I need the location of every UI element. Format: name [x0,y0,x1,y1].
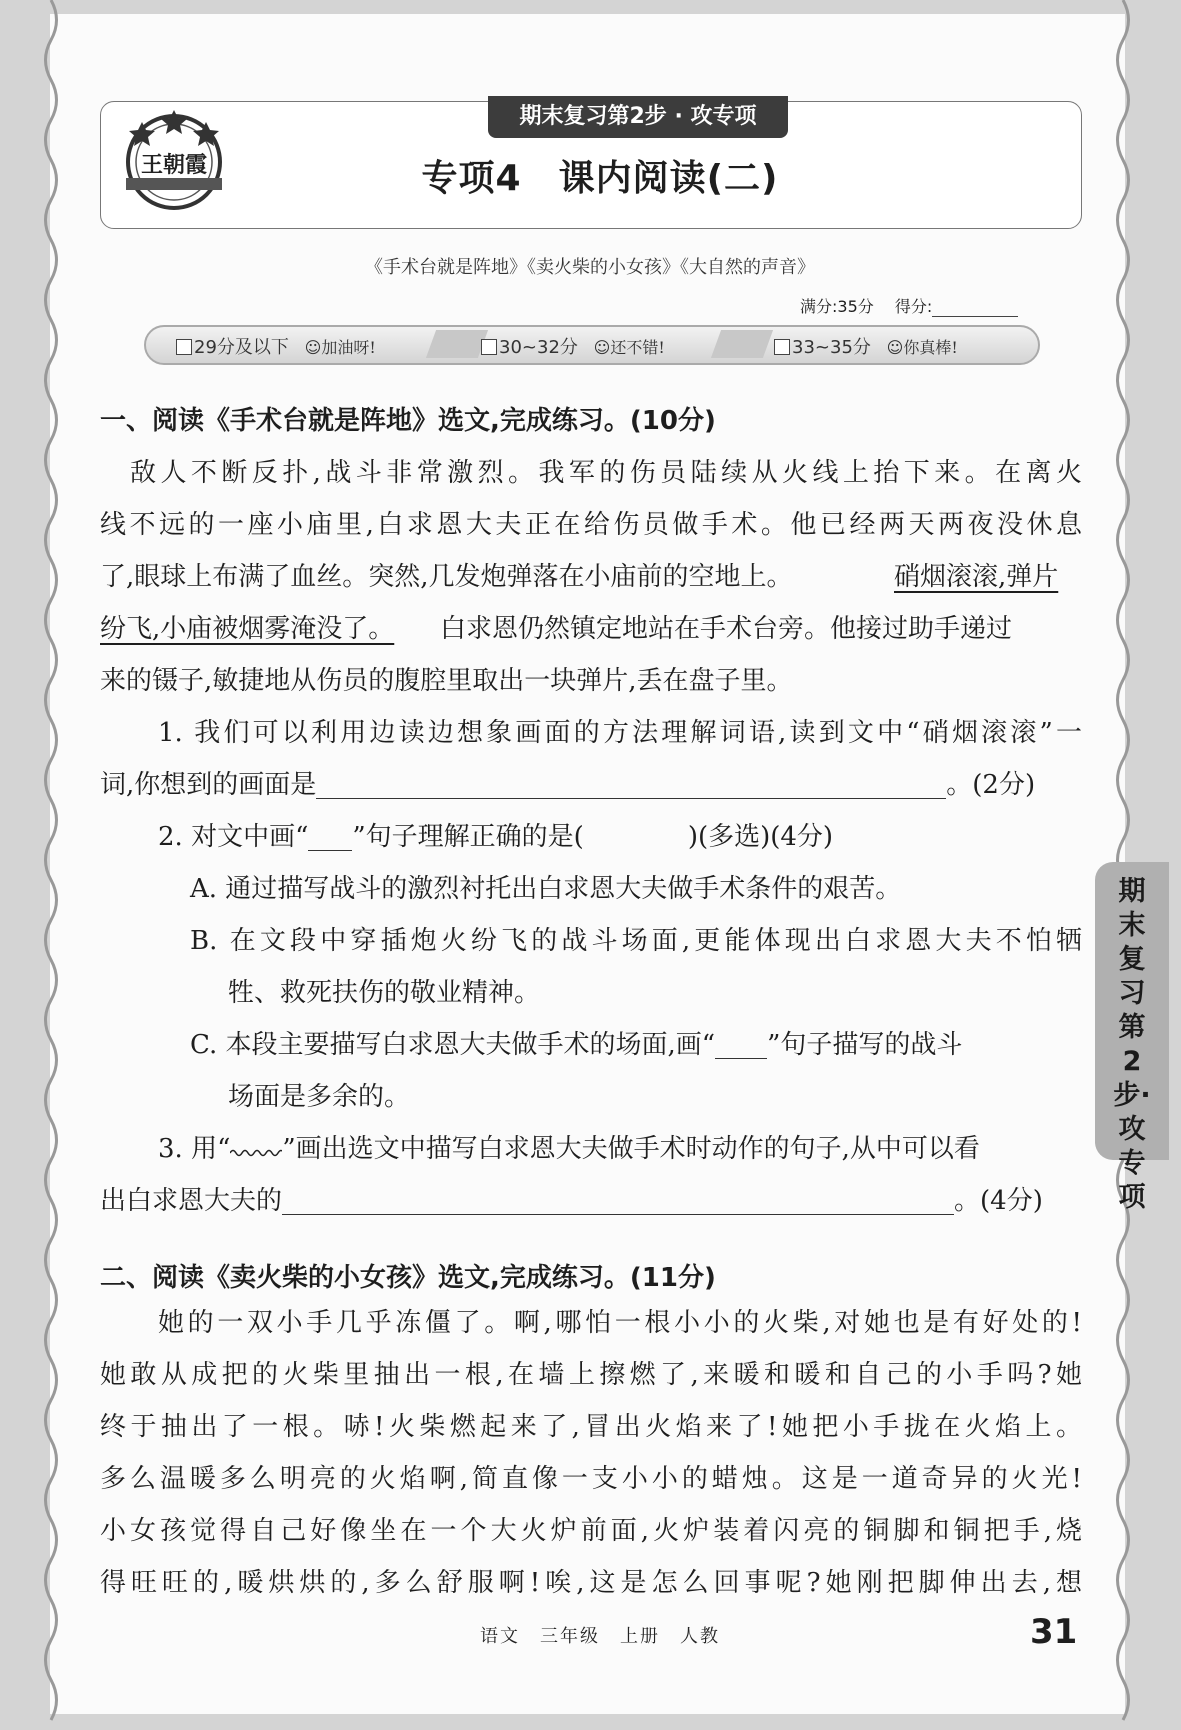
section1-title: 一、阅读《手术台就是阵地》选文,完成练习。(10分) [100,406,716,436]
question-3-text: 3. 用“ [158,1134,231,1164]
line-mark [715,1036,767,1059]
full-score-label: 满分:35分 [800,297,874,316]
passage-line: 得旺旺的,暖烘烘的,多么舒服啊!唉,这是怎么回事呢?她刚把脚伸出去,想 [100,1568,1082,1598]
rating-separator [711,330,773,358]
rating-range: 30~32分 [499,337,578,358]
passage-line: 了,眼球上布满了血丝。突然,几发炮弹落在小庙前的空地上。 [100,562,793,592]
rating-item [481,333,665,359]
question-1-cont [100,759,1035,811]
page-number: 31 [1030,1612,1078,1652]
banner-step: 期末复习第2步 · 攻专项 [488,96,788,138]
side-tab-label: 期末复习第2步·攻专项 [1113,876,1151,1213]
question-3-cont [100,1175,1043,1227]
line-mark [308,828,352,851]
passage-line: 白求恩仍然镇定地站在手术台旁。他接过助手递过 [440,614,1013,644]
smiley-icon: ☺ [304,338,322,357]
passage-line: 多么温暖多么明亮的火焰啊,简直像一支小小的蜡烛。这是一道奇异的火光! [100,1464,1082,1494]
rating-cheer: 还不错! [610,338,665,357]
passage-line: 她的一双小手几乎冻僵了。啊,哪怕一根小小的火柴,对她也是有好处的! [158,1308,1082,1338]
passage-line: 敌人不断反扑,战斗非常激烈。我军的伤员陆续从火线上抬下来。在离火 [130,458,1082,488]
passage-line: 她敢从成把的火柴里抽出一根,在墙上擦燃了,来暖和暖和自己的小手吗?她 [100,1360,1082,1390]
passage-line: 来的镊子,敏捷地从伤员的腹腔里取出一块弹片,丢在盘子里。 [100,666,793,696]
rating-range: 33~35分 [792,337,871,358]
question-3 [158,1123,980,1175]
question-2-text: 2. 对文中画“ [158,822,309,852]
rating-checkbox[interactable] [176,339,192,355]
rating-cheer: 你真棒! [903,338,958,357]
question-3-text: 出白求恩大夫的 [100,1186,283,1216]
question-1-text: 词,你想到的画面是 [100,770,317,800]
answer-blank[interactable] [282,1184,954,1215]
rating-bar [144,325,1040,365]
option-b-cont: 牲、救死扶伤的敬业精神。 [228,978,541,1008]
passage-line: 终于抽出了一根。哧!火柴燃起来了,冒出火焰来了!她把小手拢在火焰上。 [100,1412,1082,1442]
subtitle-texts: 《手术台就是阵地》《卖火柴的小女孩》《大自然的声音》 [365,257,815,278]
score-label: 得分: [894,297,933,316]
option-c [190,1019,962,1071]
score-line [800,294,1040,317]
rating-cheer: 加油呀! [321,338,376,357]
option-a: A. 通过描写战斗的激烈衬托出白求恩大夫做手术条件的艰苦。 [190,874,902,904]
answer-blank[interactable] [316,768,946,799]
rating-checkbox[interactable] [774,339,790,355]
section2-title: 二、阅读《卖火柴的小女孩》选文,完成练习。(11分) [100,1263,716,1293]
footer-info: 语文 三年级 上册 人教 [480,1626,720,1647]
smiley-icon: ☺ [593,338,611,357]
question-2 [158,811,833,863]
wavy-border-left [38,0,64,1730]
question-1-points: 。(2分) [946,770,1036,800]
option-b: B. 在文段中穿插炮火纷飞的战斗场面,更能体现出白求恩大夫不怕牺 [190,926,1082,956]
question-3-points: 。(4分) [954,1186,1043,1216]
question-1: 1. 我们可以利用边读边想象画面的方法理解词语,读到文中“硝烟滚滚”一 [158,718,1082,748]
score-blank[interactable] [932,298,1018,317]
passage-line: 线不远的一座小庙里,白求恩大夫正在给伤员做手术。他已经两天两夜没休息 [100,510,1083,540]
rating-item [774,333,958,359]
wavy-line-mark [230,1147,282,1159]
question-3-text: ”画出选文中描写白求恩大夫做手术时动作的句子,从中可以看 [282,1134,980,1164]
underlined-sentence: 硝烟滚滚,弹片 [894,562,1059,592]
smiley-icon: ☺ [886,338,904,357]
question-2-text: )(多选)(4分) [687,822,834,852]
underlined-sentence: 纷飞,小庙被烟雾淹没了。 [100,614,395,644]
publisher-logo [118,104,230,216]
passage-line: 小女孩觉得自己好像坐在一个大火炉前面,火炉装着闪亮的铜脚和铜把手,烧 [100,1516,1082,1546]
option-c-text: ”句子描写的战斗 [767,1030,963,1060]
rating-range: 29分及以下 [194,337,289,358]
rating-item [176,333,376,359]
svg-text:王朝霞: 王朝霞 [140,152,208,178]
rating-checkbox[interactable] [481,339,497,355]
question-2-text: ”句子理解正确的是( [352,822,584,852]
option-c-text: C. 本段主要描写白求恩大夫做手术的场面,画“ [190,1030,716,1060]
page-title: 专项4 课内阅读(二) [421,158,779,199]
rating-separator [426,330,488,358]
option-c-cont: 场面是多余的。 [228,1082,411,1112]
